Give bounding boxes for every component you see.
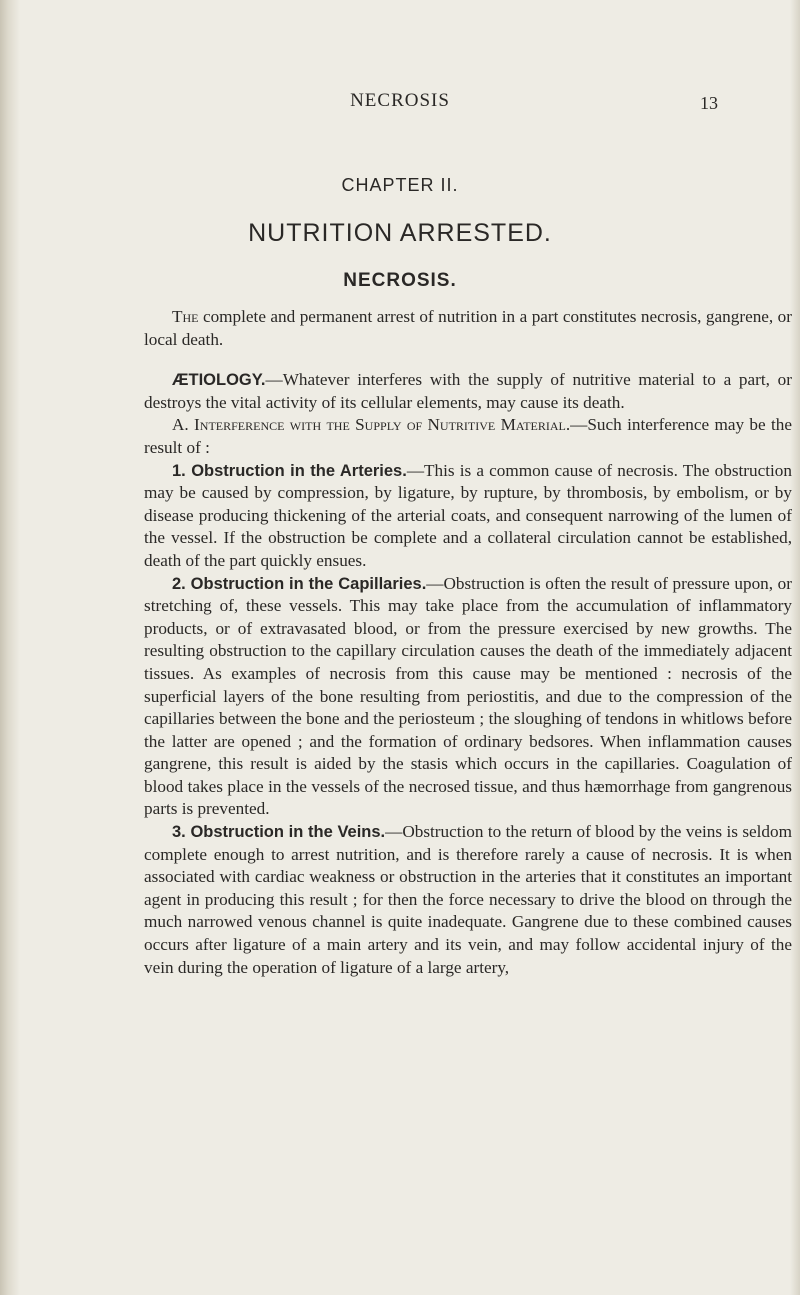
body-text xyxy=(144,306,792,979)
section-a-text: —Such interference may be the result of : xyxy=(144,415,792,457)
item-1-paragraph xyxy=(144,460,792,573)
running-head: NECROSIS xyxy=(350,90,450,111)
intro-paragraph xyxy=(144,306,792,351)
item-3-text: —Obstruction to the return of blood by the veins is seldom complete enough to arrest nutrition, and is therefore rarely a cause of necrosis. It is when associated with cardiac weakness or obstruction in the arteries that it constitutes an important agent in producing this result ; for then the force necessary to drive the blood on through the much narrowed venous channel is quite inadequate. Gangrene due to these combined causes occurs after ligature of a main artery and its vein, and may follow accidental injury of the vein during the operation of ligature of a large artery, xyxy=(144,822,792,977)
item-2-paragraph xyxy=(144,573,792,822)
item-3-paragraph xyxy=(144,821,792,979)
aetiology-text: —Whatever interferes with the supply of nutritive material to a part, or destroys the vital activity of its cellular elements, may cause its death. xyxy=(144,370,792,412)
section-title: NECROSIS. xyxy=(343,270,457,291)
page-number: 13 xyxy=(700,93,718,113)
item-3-heading: 3. Obstruction in the Veins. xyxy=(172,823,386,842)
aetiology-heading: ÆTIOLOGY. xyxy=(172,371,266,390)
aetiology-paragraph xyxy=(144,369,792,414)
section-a-heading: A. Interference with the Supply of Nutritive Material. xyxy=(172,415,571,435)
chapter-title: NUTRITION ARRESTED. xyxy=(248,219,552,247)
item-2-text: —Obstruction is often the result of pressure upon, or stretching of, these vessels. This may take place from the accumulation of inflammatory products, or of extravasated blood, or from the pressure exercised by new growths. The resulting obstruction to the capillary circulation causes the death of the immediately adjacent tissues. As examples of necrosis from this cause may be mentioned : necrosis of the superficial layers of the bone resulting from periostitis, and due to the compression of the capillaries between the bone and the periosteum ; the sloughing of tendons in whitlows before the latter are opened ; and the formation of ordinary bedsores. When inflammation causes gangrene, this result is aided by the stasis which occurs in the capillaries. Coagulation of blood takes place in the vessels of the necrosed tissue, and thus hæmorrhage from gangrenous parts is prevented. xyxy=(144,573,792,819)
item-1-heading: 1. Obstruction in the Arteries. xyxy=(172,461,407,480)
item-1-text: —This is a common cause of necrosis. The obstruction may be caused by compression, by ligature, by rupture, by thrombosis, by embolism, or by disease producing thickening of the arterial coats, and consequent narrowing of the lumen of the vessel. If the obstruction be complete and a collateral circulation cannot be established, death of the part quickly ensues. xyxy=(144,460,792,570)
intro-text: complete and permanent arrest of nutrition in a part constitutes necrosis, gangrene, or local death. xyxy=(144,307,792,349)
intro-lead-word: The xyxy=(172,307,199,326)
section-a-paragraph xyxy=(144,414,792,459)
item-2-heading: 2. Obstruction in the Capillaries. xyxy=(172,574,427,593)
chapter-heading: CHAPTER II. xyxy=(341,175,459,195)
